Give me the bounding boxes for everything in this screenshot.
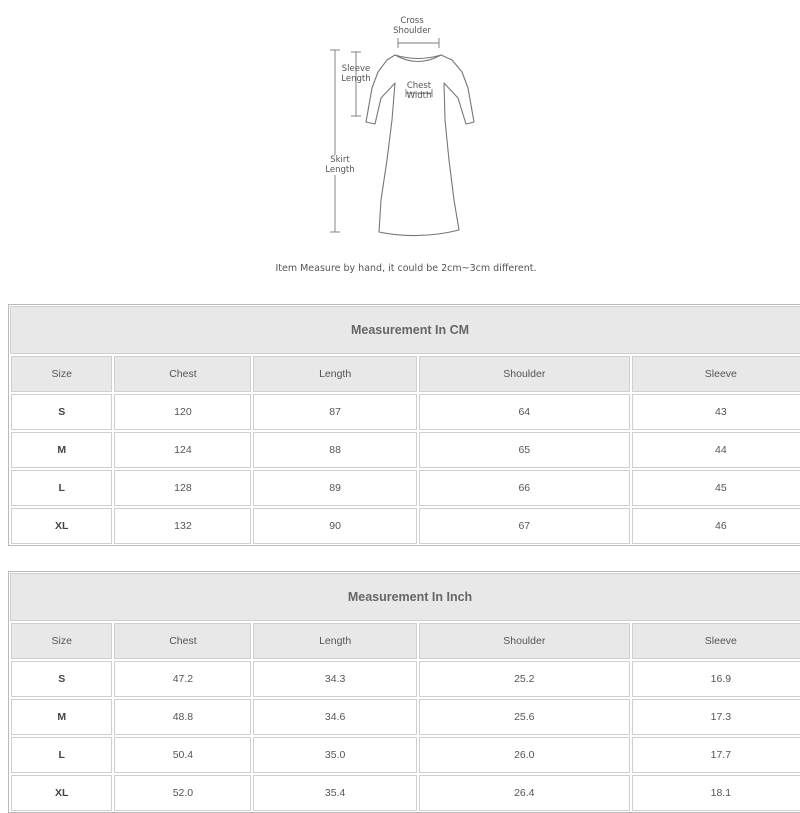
shoulder-cell: 64 [419, 394, 630, 430]
shoulder-cell: 25.6 [419, 699, 630, 735]
length-cell: 34.3 [253, 661, 417, 697]
table-row [9, 775, 800, 811]
table-row [9, 470, 800, 506]
table-title: Measurement In Inch [10, 573, 800, 621]
size-cell: S [11, 661, 112, 697]
measure-disclaimer: Item Measure by hand, it could be 2cm~3cm different. [275, 263, 537, 274]
sleeve-cell: 18.1 [632, 775, 800, 811]
skirt-length-label: Skirt Length [318, 155, 362, 175]
length-cell: 35.4 [253, 775, 417, 811]
header-length: Length [253, 623, 417, 659]
chest-cell: 50.4 [114, 737, 251, 773]
size-cell: S [11, 394, 112, 430]
shoulder-cell: 26.0 [419, 737, 630, 773]
header-size: Size [11, 356, 112, 392]
header-shoulder: Shoulder [419, 623, 630, 659]
cross-shoulder-label: Cross Shoulder [393, 16, 431, 36]
chest-cell: 128 [114, 470, 251, 506]
shoulder-cell: 65 [419, 432, 630, 468]
header-sleeve: Sleeve [632, 356, 800, 392]
sleeve-cell: 16.9 [632, 661, 800, 697]
chest-cell: 132 [114, 508, 251, 544]
shoulder-cell: 67 [419, 508, 630, 544]
sleeve-cell: 17.7 [632, 737, 800, 773]
shoulder-cell: 66 [419, 470, 630, 506]
header-length: Length [253, 356, 417, 392]
shoulder-cell: 25.2 [419, 661, 630, 697]
sleeve-cell: 17.3 [632, 699, 800, 735]
size-cell: L [11, 737, 112, 773]
length-cell: 89 [253, 470, 417, 506]
sleeve-cell: 45 [632, 470, 800, 506]
table-row [9, 394, 800, 430]
header-chest: Chest [114, 623, 251, 659]
table-title: Measurement In CM [10, 306, 800, 354]
chest-cell: 124 [114, 432, 251, 468]
measurement-table-inch [8, 571, 800, 813]
header-shoulder: Shoulder [419, 356, 630, 392]
length-cell: 90 [253, 508, 417, 544]
table-row [9, 699, 800, 735]
sleeve-cell: 44 [632, 432, 800, 468]
table-row [9, 661, 800, 697]
length-cell: 35.0 [253, 737, 417, 773]
table-header-row [9, 356, 800, 392]
chest-cell: 52.0 [114, 775, 251, 811]
measurement-table-cm [8, 304, 800, 546]
header-chest: Chest [114, 356, 251, 392]
table-header-row [9, 623, 800, 659]
dress-measurement-diagram [0, 0, 800, 290]
header-size: Size [11, 623, 112, 659]
header-sleeve: Sleeve [632, 623, 800, 659]
dress-outline-illustration [0, 0, 800, 260]
chest-cell: 47.2 [114, 661, 251, 697]
table-row [9, 737, 800, 773]
size-cell: XL [11, 775, 112, 811]
sleeve-cell: 46 [632, 508, 800, 544]
length-cell: 34.6 [253, 699, 417, 735]
chest-cell: 48.8 [114, 699, 251, 735]
length-cell: 87 [253, 394, 417, 430]
table-row [9, 432, 800, 468]
shoulder-cell: 26.4 [419, 775, 630, 811]
size-cell: M [11, 432, 112, 468]
size-cell: M [11, 699, 112, 735]
table-row [9, 508, 800, 544]
sleeve-cell: 43 [632, 394, 800, 430]
chest-width-label: Chest Width [406, 81, 432, 101]
chest-cell: 120 [114, 394, 251, 430]
size-cell: L [11, 470, 112, 506]
length-cell: 88 [253, 432, 417, 468]
sleeve-length-label: Sleeve Length [341, 64, 371, 84]
size-cell: XL [11, 508, 112, 544]
